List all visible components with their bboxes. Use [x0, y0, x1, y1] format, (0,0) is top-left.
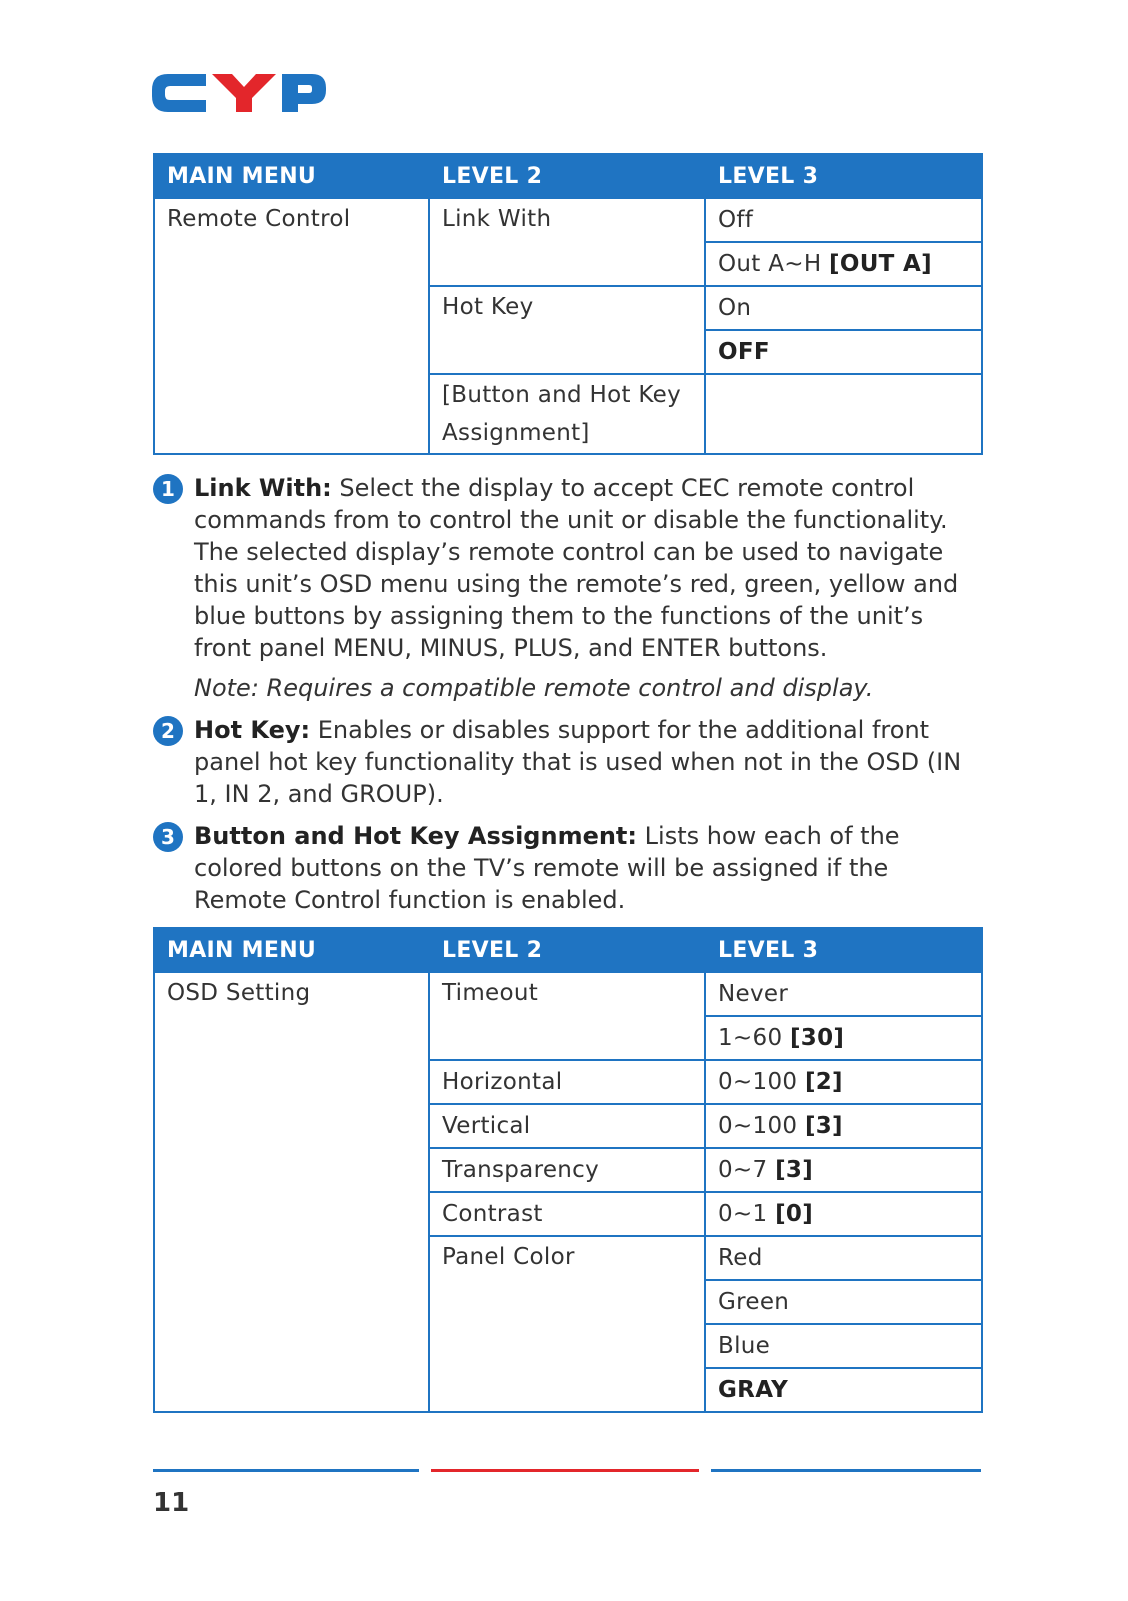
notes-section [153, 472, 983, 926]
header-level-3: LEVEL 3 [705, 928, 982, 972]
level3-empty [705, 374, 982, 454]
header-level-3: LEVEL 3 [705, 154, 982, 198]
note-remark: Note: Requires a compatible remote control and display. [194, 674, 874, 702]
level2-horizontal: Horizontal [429, 1060, 705, 1104]
level3-option: 0~100 [2] [705, 1060, 982, 1104]
note-hot-key [153, 714, 983, 810]
level2-timeout: Timeout [429, 972, 705, 1060]
table-row [154, 972, 982, 1016]
number-3-icon: 3 [153, 822, 183, 852]
default-value: [3] [775, 1157, 814, 1183]
level2-panel-color: Panel Color [429, 1236, 705, 1412]
default-value: [30] [790, 1025, 845, 1051]
table-header-row [154, 928, 982, 972]
level2-contrast: Contrast [429, 1192, 705, 1236]
level3-option: Green [705, 1280, 982, 1324]
footer-line-blue-right [711, 1469, 981, 1472]
level3-option: Blue [705, 1324, 982, 1368]
level3-option-default: OFF [705, 330, 982, 374]
note-link-with [153, 472, 983, 704]
number-2-icon: 2 [153, 716, 183, 746]
level2-link-with: Link With [429, 198, 705, 286]
level3-option-default: GRAY [705, 1368, 982, 1412]
note-title: Hot Key: [194, 716, 311, 744]
note-title: Button and Hot Key Assignment: [194, 822, 638, 850]
footer-line-blue-left [153, 1469, 419, 1472]
cyp-logo [152, 74, 326, 112]
level3-option: 0~1 [0] [705, 1192, 982, 1236]
default-value: [OUT A] [829, 251, 932, 277]
level3-option: 0~100 [3] [705, 1104, 982, 1148]
level3-option: On [705, 286, 982, 330]
table-header-row [154, 154, 982, 198]
osd-setting-table [153, 927, 983, 1413]
header-main-menu: MAIN MENU [154, 154, 429, 198]
level3-option: Out A~H [OUT A] [705, 242, 982, 286]
note-text: Lists how each of the colored buttons on the TV’s remote will be assigned if the Remote Control function is enabled. [194, 822, 900, 914]
level3-option: 0~7 [3] [705, 1148, 982, 1192]
level2-hot-key: Hot Key [429, 286, 705, 374]
table-row [154, 198, 982, 242]
header-level-2: LEVEL 2 [429, 154, 705, 198]
number-1-icon: 1 [153, 474, 183, 504]
remote-control-table [153, 153, 983, 455]
level3-option: Red [705, 1236, 982, 1280]
note-text: Enables or disables support for the additional front panel hot key functionality that is used when not in the OSD (IN 1, IN 2, and GROUP). [194, 716, 962, 808]
footer-line-red-center [431, 1469, 699, 1472]
note-title: Link With: [194, 474, 332, 502]
main-menu-cell: OSD Setting [154, 972, 429, 1412]
default-value: [0] [775, 1201, 814, 1227]
default-value: [3] [804, 1113, 843, 1139]
level2-assignment: [Button and Hot Key Assignment] [429, 374, 705, 454]
header-main-menu: MAIN MENU [154, 928, 429, 972]
header-level-2: LEVEL 2 [429, 928, 705, 972]
note-assignment [153, 820, 983, 916]
level3-option: 1~60 [30] [705, 1016, 982, 1060]
note-text: Select the display to accept CEC remote control commands from to control the unit or disable the functionality. The selected display’s remote control can be used to navigate this unit’s OSD menu using the remote’s red, green, yellow and blue buttons by assigning them to the functions of the unit’s front panel MENU, MINUS, PLUS, and ENTER buttons. [194, 474, 959, 662]
default-value: [2] [804, 1069, 843, 1095]
level2-transparency: Transparency [429, 1148, 705, 1192]
level3-option: Off [705, 198, 982, 242]
level3-option: Never [705, 972, 982, 1016]
level2-vertical: Vertical [429, 1104, 705, 1148]
page-number: 11 [153, 1488, 190, 1518]
main-menu-cell: Remote Control [154, 198, 429, 454]
